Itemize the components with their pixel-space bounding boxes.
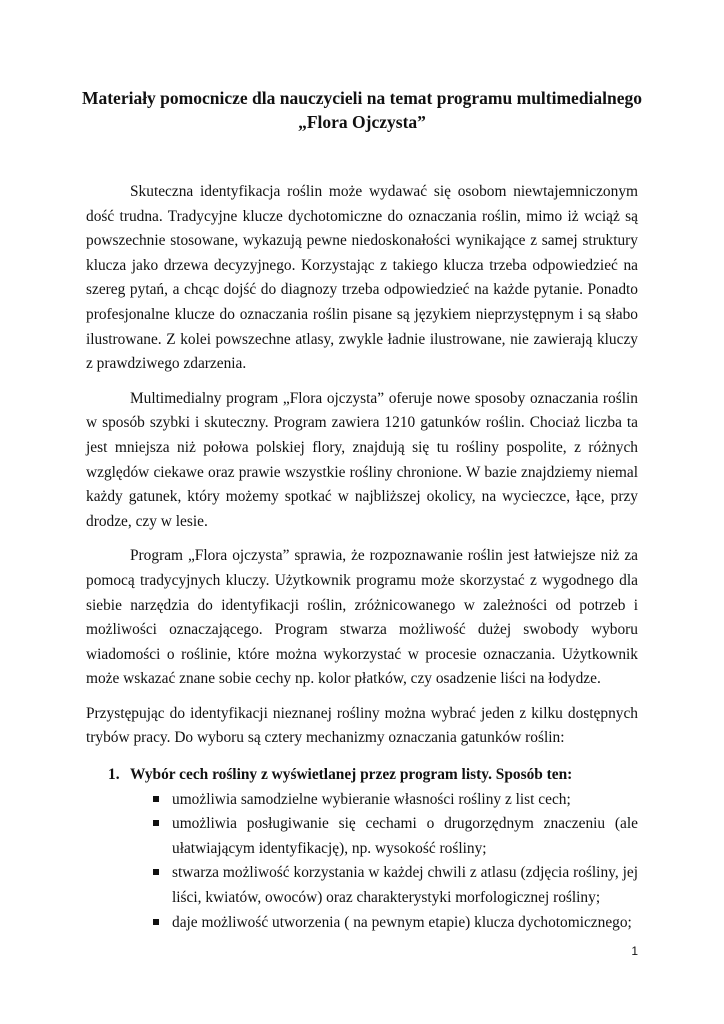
paragraph-modes: Przystępując do identyfikacji nieznanej rośliny można wybrać jeden z kilku dostępnych trybów pracy. Do wyboru są cztery mechanizmy oznaczania gatunków roślin: — [86, 704, 638, 747]
list-item — [172, 861, 638, 910]
paragraph-program: Multimedialny program „Flora ojczysta” oferuje nowe sposoby oznaczania roślin w sposób szybki i skuteczny. Program zawiera 1210 gatunków roślin. Chociaż liczba ta jest mniejsza niż połowa polskiej flory, znajdują się tu rośliny pospolite, z różnych względów ciekawe oraz prawie wszystkie rośliny chronione. W bazie znajdziemy niemal każdy gatunek, który możemy spotkać w najbliższej okolicy, na wycieczce, łące, przy drodze, czy w lesie. — [86, 389, 638, 530]
page-number: 1 — [631, 944, 638, 958]
list-item-text: stwarza możliwość korzystania w każdej chwili z atlasu (zdjęcia rośliny, jej liści, kwiatów, owoców) oraz charakterystyki morfologicznej rośliny; — [172, 864, 638, 907]
list-heading-text: Wybór cech rośliny z wyświetlanej przez program listy. Sposób ten: — [130, 766, 573, 784]
list-item-text: umożliwia posługiwanie się cechami o drugorzędnym znaczeniu (ale ułatwiającym identyfikację), np. wysokość rośliny; — [172, 815, 638, 857]
list-item-text: umożliwia samodzielne wybieranie własności rośliny z list cech; — [172, 790, 571, 808]
list-heading — [86, 763, 638, 788]
document-body — [86, 180, 638, 935]
square-bullet-icon — [153, 869, 159, 875]
title-line-1: Materiały pomocnicze dla nauczycieli na temat programu multimedialnego — [81, 88, 643, 108]
bullet-list — [86, 788, 638, 936]
list-item — [172, 788, 638, 813]
document-title — [60, 86, 664, 134]
paragraph-advantages: Program „Flora ojczysta” sprawia, że rozpoznawanie roślin jest łatwiejsze niż za pomocą tradycyjnych kluczy. Użytkownik programu może skorzystać z wygodnego dla siebie narzędzia do identyfikacji roślin, zróżnicowanego w zależności od potrzeb i możliwości oznaczającego. Program stwarza możliwość dużej swobody wyboru wiadomości o roślinie, które można wykorzystać w procesie oznaczania. Użytkownik może wskazać znane sobie cechy np. kolor płatków, czy osadzenie liści na łodydze. — [86, 547, 638, 688]
title-line-2: „Flora Ojczysta” — [298, 112, 426, 132]
list-number: 1. — [108, 766, 120, 784]
list-item — [172, 812, 638, 861]
list-item — [172, 911, 638, 936]
paragraph-intro: Skuteczna identyfikacja roślin może wydawać się osobom niewtajemniczonym dość trudna. Tradycyjne klucze dychotomiczne do oznaczania roślin, mimo iż wciąż są powszechnie stosowane, wykazują pewne niedoskonałości wynikające z samej struktury klucza jako drzewa decyzyjnego. Korzystając z takiego klucza trzeba odpowiedzieć na szereg pytań, a chcąc dojść do diagnozy trzeba odpowiedzieć na każde pytanie. Ponadto profesjonalne klucze do oznaczania roślin pisane są językiem nieprzystępnym i są słabo ilustrowane. Z kolei powszechne atlasy, zwykle ładnie ilustrowane, nie zawierają kluczy z prawdziwego zdarzenia. — [86, 183, 638, 373]
list-item-text: daje możliwość utworzenia ( na pewnym etapie) klucza dychotomicznego; — [172, 913, 632, 931]
square-bullet-icon — [153, 820, 159, 826]
square-bullet-icon — [153, 796, 159, 802]
square-bullet-icon — [153, 919, 159, 925]
